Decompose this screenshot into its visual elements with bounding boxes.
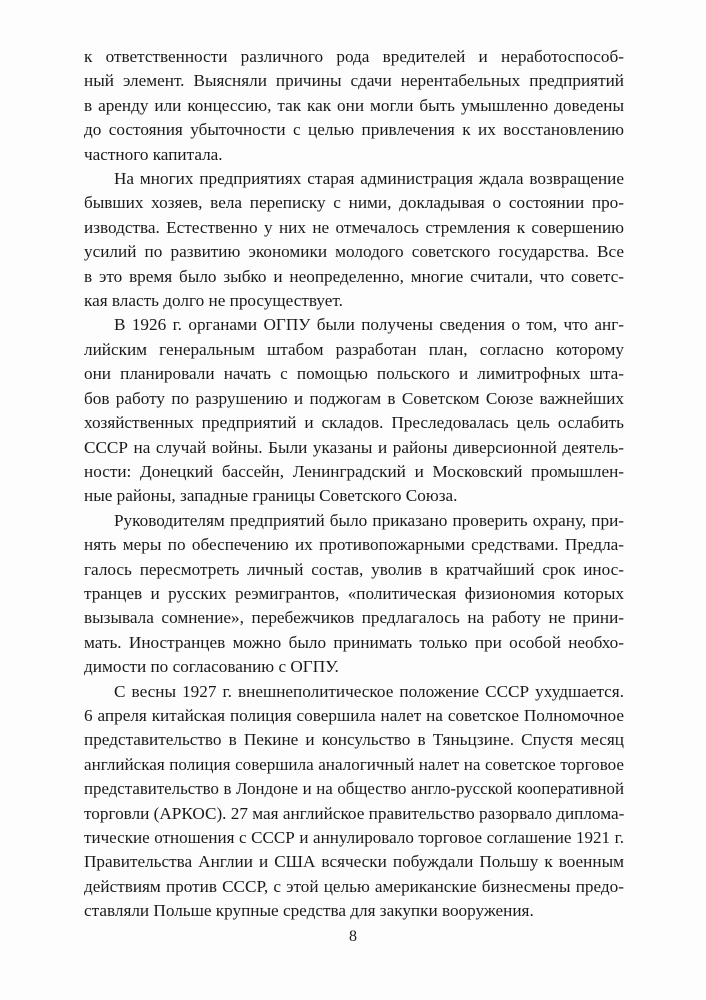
page-number: 8 — [349, 928, 357, 945]
text-line: Руководителям предприятий было приказано проверить охрану, при- — [114, 510, 624, 530]
text-line: ные районы, западные границы Советского Союза. — [84, 486, 458, 506]
text-line: действиям против СССР, с этой целью американские бизнесмены предо- — [84, 876, 624, 896]
text-line: они планировали начать с помощью польского и лимитрофных шта- — [84, 364, 624, 384]
text-line: Правительства Англии и США всячески побуждали Польшу к военным — [84, 852, 624, 872]
text-line: транцев и русских реэмигрантов, «политическая физиономия которых — [84, 583, 624, 603]
text-line: 6 апреля китайская полиция совершила налет на советское Полномочное — [84, 705, 624, 725]
text-line: мать. Иностранцев можно было принимать только при особой необхо- — [84, 632, 624, 652]
text-line: представительство в Пекине и консульство в Тяньцзине. Спустя месяц — [84, 730, 624, 750]
text-line: тические отношения с СССР и аннулировало торговое соглашение 1921 г. — [84, 828, 624, 847]
text-line: английская полиция совершила аналогичный налет на советское торговое — [84, 754, 624, 774]
paragraph — [84, 313, 624, 508]
text-line: С весны 1927 г. внешнеполитическое положение СССР ухудшается. — [114, 681, 624, 701]
text-line: На многих предприятиях старая администрация ждала возвращение — [114, 169, 624, 189]
text-line: галось пересмотреть личный состав, уволив в кратчайший срок инос- — [84, 559, 624, 579]
paragraph — [84, 509, 624, 680]
text-line: хозяйственных предприятий и складов. Преследовалась цель ослабить — [84, 413, 624, 433]
paragraph — [84, 45, 624, 167]
text-line: бывших хозяев, вела переписку с ними, докладывая о состоянии про- — [84, 193, 624, 213]
text-line: лийским генеральным штабом разработан план, согласно которому — [84, 339, 624, 359]
text-line: изводства. Естественно у них не отмечалось стремления к совершению — [84, 217, 624, 237]
text-line: в аренду или концессию, так как они могли быть умышленно доведены — [84, 95, 624, 115]
text-line: торговли (АРКОС). 27 мая английское правительство разорвало диплома- — [84, 803, 625, 823]
text-line: усилий по развитию экономики молодого советского государства. Все — [84, 242, 624, 262]
text-line: ный элемент. Выясняли причины сдачи нерентабельных предприятий — [84, 71, 624, 91]
text-line: нять меры по обеспечению их противопожарными средствами. Предла- — [84, 535, 624, 555]
text-line: представительство в Лондоне и на общество англо-русской кооперативной — [84, 779, 624, 799]
text-line: бов работу по разрушению и поджогам в Советском Союзе важнейших — [84, 388, 624, 408]
text-line: кая власть долго не просуществует. — [84, 291, 343, 311]
text-line: вызывала сомнение», перебежчиков предлагалось на работу не прини- — [84, 608, 624, 628]
text-line: частного капитала. — [84, 144, 223, 164]
text-line: ставляли Польше крупные средства для закупки вооружения. — [84, 901, 534, 921]
text-line: В 1926 г. органами ОГПУ были получены сведения о том, что анг- — [114, 315, 624, 335]
text-line: к ответственности различного рода вредителей и неработоспособ- — [84, 47, 624, 66]
text-line: ности: Донецкий бассейн, Ленинградский и Московский промышлен- — [84, 461, 624, 481]
text-line: до состояния убыточности с целью привлечения к их восстановлению — [84, 120, 624, 140]
text-line: в это время было зыбко и неопределенно, многие считали, что советс- — [84, 266, 624, 286]
body-text — [84, 45, 624, 924]
text-line: СССР на случай войны. Были указаны и районы диверсионной деятель- — [84, 437, 624, 457]
paragraph — [84, 167, 624, 313]
text-line: димости по согласованию с ОГПУ. — [84, 657, 339, 677]
paragraph — [84, 680, 624, 924]
